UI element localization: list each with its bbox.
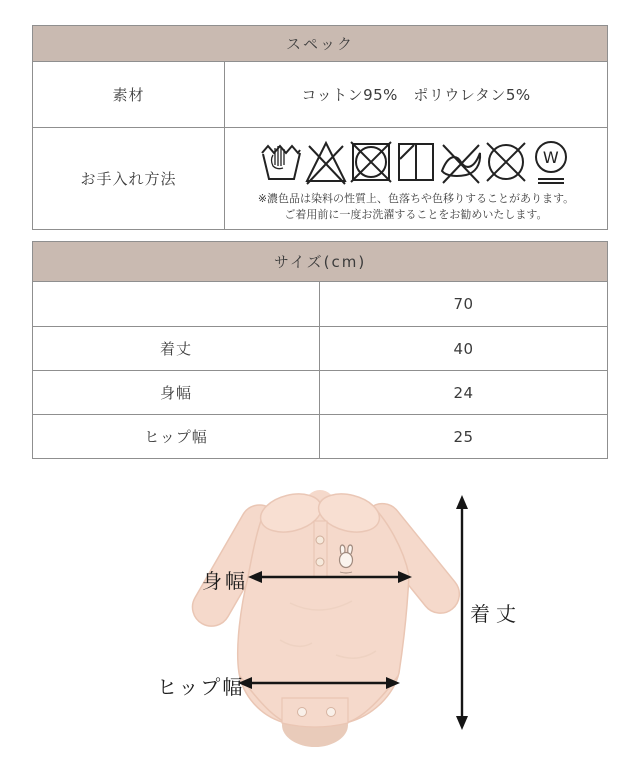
- measurement-diagram: [140, 485, 522, 765]
- table-row: [33, 326, 607, 370]
- care-cell: [225, 128, 607, 229]
- no-wring-icon: [439, 138, 483, 186]
- no-dry-clean-icon: [484, 138, 528, 186]
- snap-button: [298, 708, 307, 717]
- no-tumble-dry-icon: [349, 138, 393, 186]
- length-arrow: [456, 495, 468, 730]
- care-note-line1: ※濃色品は染料の性質上、色落ちや色移りすることがあります。: [257, 191, 575, 205]
- crotch-snap-panel: [282, 698, 348, 727]
- snap-button: [327, 708, 336, 717]
- bodysuit-illustration: [140, 485, 480, 765]
- spec-table: [32, 25, 608, 230]
- material-value: コットン95% ポリウレタン5%: [301, 86, 531, 104]
- size-row-label: ヒップ幅: [33, 415, 320, 458]
- hand-wash-icon: [259, 138, 303, 186]
- width-dimension-label: 身幅: [202, 569, 248, 593]
- wet-clean-gentle-icon: [529, 138, 573, 186]
- button: [316, 558, 324, 566]
- size-row-value: 25: [453, 427, 474, 446]
- size-row-value: 24: [453, 383, 474, 402]
- size-row-value: 70: [453, 295, 474, 313]
- table-row: [33, 127, 607, 229]
- spec-table-header: スペック: [33, 26, 607, 62]
- table-row: [33, 62, 607, 127]
- laundry-care-icons: [259, 138, 573, 186]
- table-row: [33, 414, 607, 458]
- no-bleach-icon: [304, 138, 348, 186]
- button: [316, 536, 324, 544]
- button-placket: [314, 521, 327, 577]
- size-table: [32, 241, 608, 459]
- size-row-label: 着丈: [33, 327, 320, 370]
- size-row-label: 身幅: [33, 371, 320, 414]
- shade-hang-dry-icon: [394, 138, 438, 186]
- size-row-value: 40: [453, 339, 474, 358]
- hip-dimension-label: ヒップ幅: [157, 675, 245, 699]
- table-row: [33, 282, 607, 326]
- care-note-line2: ご着用前に一度お洗濯することをお勧めいたします。: [284, 208, 548, 221]
- length-dimension-label: 着丈: [470, 602, 522, 626]
- svg-text:W: W: [542, 147, 560, 167]
- care-label: お手入れ方法: [33, 128, 225, 229]
- size-table-header: サイズ(cm): [33, 242, 607, 282]
- table-row: [33, 370, 607, 414]
- material-label: 素材: [33, 62, 225, 127]
- size-row-label: [33, 282, 320, 326]
